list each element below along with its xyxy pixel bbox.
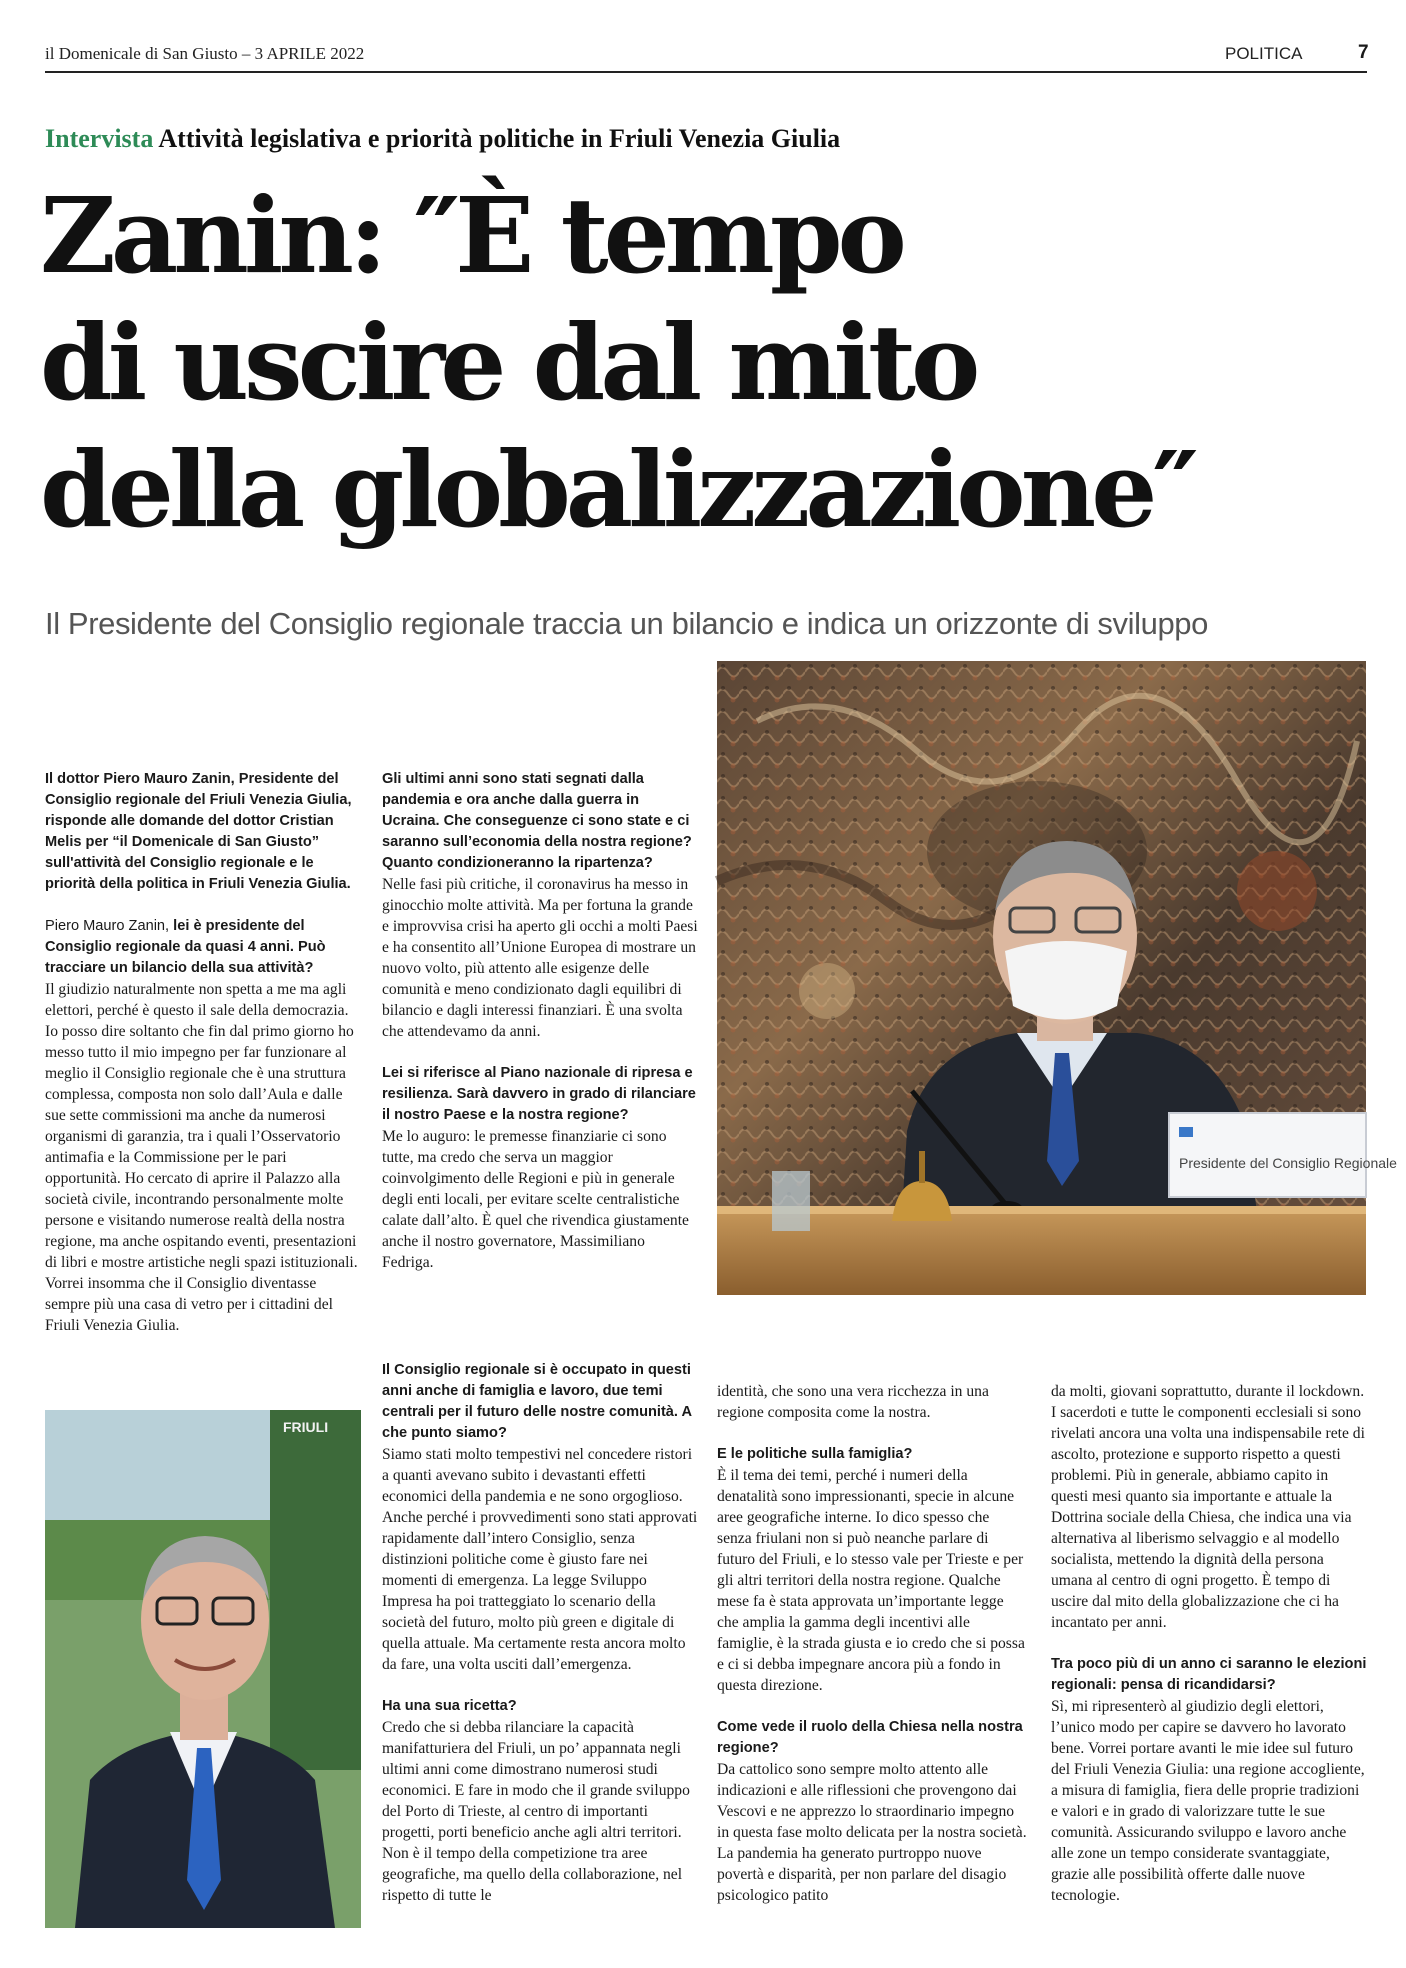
article-column-4 [1051,1381,1367,1906]
headline [40,172,1380,553]
kicker [45,124,840,154]
article-intro: Il dottor Piero Mauro Zanin, Presidente del Consiglio regionale del Friuli Venezia Giulia, risponde alle domande del dottor Cristian Melis per “il Domenicale di San Giusto” sull'attività del Consiglio regionale e le priorità della politica in Friuli Venezia Giulia. [45,771,352,892]
answer-8: Sì, mi ripresenterò al giudizio degli elettori, l’unico modo per capire se davvero ho lavorato bene. Vorrei portare avanti le mie idee sul futuro del Friuli Venezia Giulia: una regione accogliente, a misura di famiglia, fiera delle proprie tradizioni e valori e in grado di valorizzare tutte le sue comunità. Assicurando sviluppo e lavoro anche alle zone un tempo considerate svantaggiate, grazie alle possibilità offerte dalle nuove tecnologie. [1051,1698,1365,1904]
kicker-text: Attività legislativa e priorità politiche in Friuli Venezia Giulia [158,124,841,153]
question-1 [45,916,363,979]
article-column-2-top [382,769,700,1273]
subheadline: Il Presidente del Consiglio regionale traccia un bilancio e indica un orizzonte di sviluppo [45,606,1208,641]
question-8: Tra poco più di un anno ci saranno le elezioni regionali: pensa di ricandidarsi? [1051,1656,1367,1693]
header-rule [45,71,1367,73]
question-7: Come vede il ruolo della Chiesa nella nostra regione? [717,1719,1023,1756]
portrait-photo-illustration [45,1410,361,1928]
article-column-1 [45,769,363,1336]
question-2: Gli ultimi anni sono stati segnati dalla pandemia e ora anche dalla guerra in Ucraina. Che conseguenze ci sono state e ci saranno sull’economia della nostra regione? Quanto condizioneranno la ripartenza? [382,771,692,871]
publication-name: il Domenicale di San Giusto [45,44,238,63]
answer-6: È il tema dei temi, perché i numeri della denatalità sono impressionanti, specie in alcune aree geografiche interne. Io dico spesso che senza friulani non si può neanche parlare di futuro del Friuli, e lo stesso vale per Trieste e per gli altri territori della nostra regione. Qualche mese fa è stata approvata un’importante legge che amplia la gamma degli incentivi alle famiglie, è la strada giusta e io credo che si possa e ci si debba impegnare ancora più a fondo in questa direzione. [717,1467,1025,1694]
answer-4: Siamo stati molto tempestivi nel concedere ristori a quanti avevano subito i devastanti effetti economici della pandemia e ne sono orgoglioso. Anche perché i provvedimenti sono stati approvati rapidamente dall’intero Consiglio, senza distinzioni politiche come è giusto fare nei momenti di emergenza. La legge Sviluppo Impresa ha poi tratteggiato lo scenario della società del futuro, molto più green e digitale di quella attuale. Ma certamente resta ancora molto da fare, una volta usciti dall’emergenza. [382,1446,698,1673]
headline-line-1: Zanin: ″È tempo [40,174,902,297]
running-header [45,44,364,64]
headline-line-2: di uscire dal mito [40,301,976,424]
question-1-name: Piero Mauro Zanin, [45,918,170,934]
banner-text: FRIULI [283,1419,329,1435]
article-column-3 [717,1381,1027,1906]
answer-2: Nelle fasi più critiche, il coronavirus ha messo in ginocchio molte attività. Ma per fortuna la grande e improvvisa crisi ha aperto gli occhi a molti Paesi e ha consentito all’Unione Europea di mostrare un nuovo volto, più attento alle esigenze delle comunità e meno condizionato dagli equilibri di bilancio e dagli interessi finanziari. È una svolta che attendevamo da anni. [382,876,698,1040]
question-3: Lei si riferisce al Piano nazionale di ripresa e resilienza. Sarà davvero in grado di rilanciare il nostro Paese e la nostra regione? [382,1065,696,1123]
answer-3: Me lo auguro: le premesse finanziarie ci sono tutte, ma credo che serva un maggior coinvolgimento delle Regioni e più in generale degli enti locali, per evitare scelte centralistiche calate dall’alto. È quel che rivendica giustamente anche il nostro governatore, Massimiliano Fedriga. [382,1128,689,1271]
portrait-photo [45,1410,361,1928]
section-label: POLITICA [1225,44,1303,63]
answer-7: Da cattolico sono sempre molto attento alle indicazioni e alle riflessioni che provengono dai Vescovi e ne apprezzo lo straordinario impegno in questa fase molto delicata per la nostra società. La pandemia ha generato purtroppo nuove povertà e disparità, per non parlare del disagio psicologico patito [717,1761,1027,1904]
main-photo [717,661,1397,1295]
answer-5-continued: identità, che sono una vera ricchezza in una regione composita come la nostra. [717,1383,989,1421]
answer-7-continued: da molti, giovani soprattutto, durante il lockdown. I sacerdoti e tutte le componenti ecclesiali si sono rivelati ancora una volta una indispensabile rete di ascolto, protezione e supporto rispetto a questi problemi. Più in generale, abbiamo capito in questi mesi quanto sia importante e attuale la Dottrina sociale della Chiesa, che indica una via alternativa al liberismo selvaggio e al modello socialista, mettendo la dignità della persona umana al centro di ogni progetto. È tempo di uscire dal mito della globalizzazione che ci ha incantato per anni. [1051,1383,1365,1631]
placard-text: Presidente del Consiglio Regionale [1179,1155,1397,1171]
question-4: Il Consiglio regionale si è occupato in questi anni anche di famiglia e lavoro, due temi centrali per il futuro delle nostre comunità. A che punto siamo? [382,1362,692,1441]
issue-date: – 3 APRILE 2022 [241,44,365,63]
question-5: Ha una sua ricetta? [382,1698,517,1714]
main-photo-illustration [717,661,1397,1295]
page-number: 7 [1358,42,1369,63]
question-1-text: lei è presidente del Consiglio regionale da quasi 4 anni. Può tracciare un bilancio della sua attività? [45,918,326,976]
article-column-2-bottom [382,1360,700,1906]
headline-line-3: della globalizzazione″ [40,428,1194,551]
kicker-tag: Intervista [45,124,154,153]
question-6: E le politiche sulla famiglia? [717,1446,913,1462]
answer-1: Il giudizio naturalmente non spetta a me ma agli elettori, perché è questo il sale della democrazia. Io posso dire soltanto che fin dal primo giorno ho messo tutto il mio impegno per far funzionare al meglio il Consiglio regionale che è una struttura complessa, composta non solo dall’Aula e dalle sue sette commissioni ma anche da numerosi organismi di garanzia, tra i quali l’Osservatorio antimafia e la Commissione per le pari opportunità. Ho cercato di aprire il Palazzo alla società civile, incontrando personalmente molte persone e visitando numerose realtà della nostra regione, ma anche ospitando eventi, presentazioni di libri e mostre artistiche negli spazi istituzionali. Vorrei insomma che il Consiglio diventasse sempre più una casa di vetro per i cittadini del Friuli Venezia Giulia. [45,981,358,1334]
answer-5: Credo che si debba rilanciare la capacità manifatturiera del Friuli, un po’ appannata negli ultimi anni come dimostrano numerosi studi economici. E fare in modo che il grande sviluppo del Porto di Trieste, al centro di importanti progetti, porti beneficio anche agli altri territori. Non è il tempo della competizione tra aree geografiche, ma quello della collaborazione, nel rispetto di tutte le [382,1719,690,1904]
